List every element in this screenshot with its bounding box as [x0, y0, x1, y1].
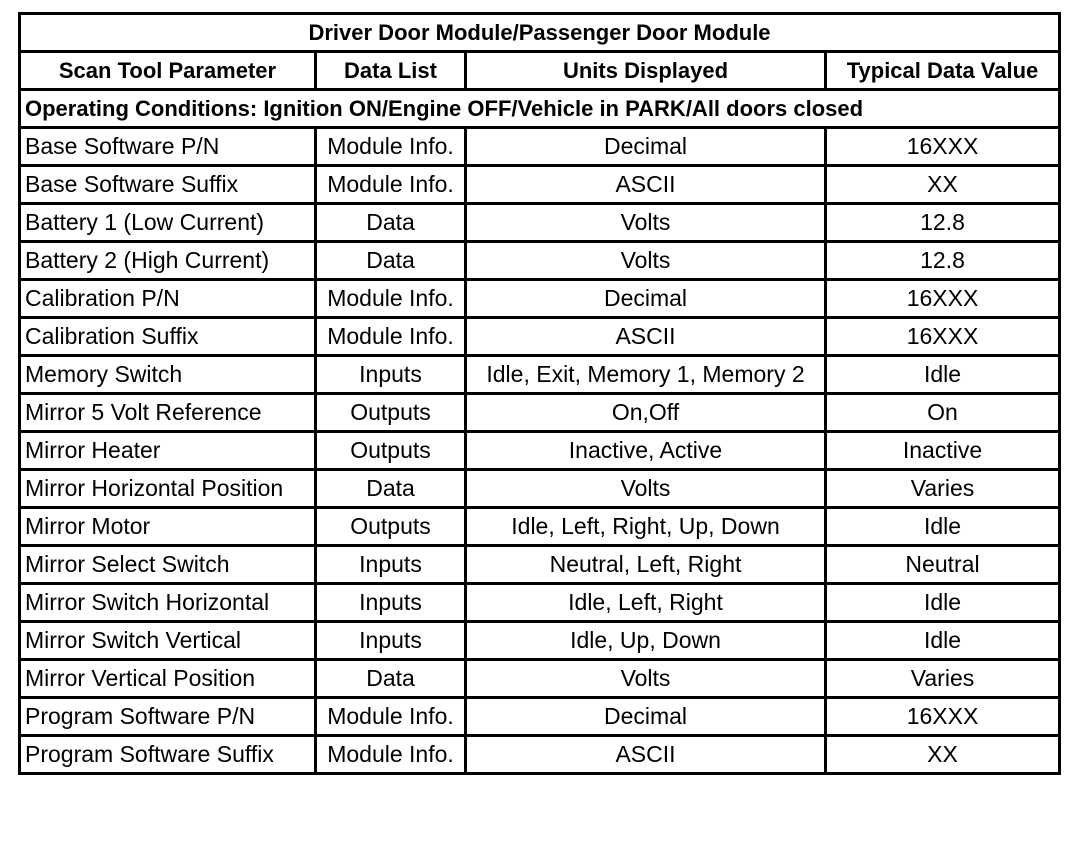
- table-body: [20, 128, 1060, 774]
- cell-parameter: Base Software P/N: [20, 128, 316, 166]
- cell-units: Decimal: [466, 280, 826, 318]
- cell-typical-value: Inactive: [826, 432, 1060, 470]
- table-title-row: [20, 14, 1060, 52]
- table-row: [20, 318, 1060, 356]
- cell-units: Volts: [466, 242, 826, 280]
- cell-data-list: Data: [316, 242, 466, 280]
- cell-parameter: Calibration Suffix: [20, 318, 316, 356]
- table-row: [20, 394, 1060, 432]
- table-row: [20, 508, 1060, 546]
- table-row: [20, 280, 1060, 318]
- cell-parameter: Battery 1 (Low Current): [20, 204, 316, 242]
- table-row: [20, 242, 1060, 280]
- table-row: [20, 356, 1060, 394]
- cell-units: Volts: [466, 470, 826, 508]
- cell-parameter: Calibration P/N: [20, 280, 316, 318]
- cell-typical-value: Idle: [826, 584, 1060, 622]
- cell-units: ASCII: [466, 736, 826, 774]
- cell-parameter: Mirror Heater: [20, 432, 316, 470]
- cell-units: Idle, Exit, Memory 1, Memory 2: [466, 356, 826, 394]
- table-row: [20, 432, 1060, 470]
- cell-parameter: Memory Switch: [20, 356, 316, 394]
- cell-data-list: Module Info.: [316, 318, 466, 356]
- cell-typical-value: XX: [826, 736, 1060, 774]
- column-header-units: Units Displayed: [466, 52, 826, 90]
- cell-data-list: Module Info.: [316, 698, 466, 736]
- table-title: Driver Door Module/Passenger Door Module: [20, 14, 1060, 52]
- cell-typical-value: On: [826, 394, 1060, 432]
- table-row: [20, 736, 1060, 774]
- cell-data-list: Inputs: [316, 546, 466, 584]
- table-row: [20, 128, 1060, 166]
- cell-typical-value: Neutral: [826, 546, 1060, 584]
- cell-data-list: Data: [316, 470, 466, 508]
- cell-data-list: Module Info.: [316, 166, 466, 204]
- cell-data-list: Data: [316, 660, 466, 698]
- column-header-typical-value: Typical Data Value: [826, 52, 1060, 90]
- cell-typical-value: 12.8: [826, 242, 1060, 280]
- cell-units: Volts: [466, 204, 826, 242]
- cell-data-list: Data: [316, 204, 466, 242]
- cell-units: Volts: [466, 660, 826, 698]
- cell-units: ASCII: [466, 166, 826, 204]
- cell-data-list: Module Info.: [316, 736, 466, 774]
- column-header-parameter: Scan Tool Parameter: [20, 52, 316, 90]
- table-row: [20, 470, 1060, 508]
- table-row: [20, 584, 1060, 622]
- cell-data-list: Module Info.: [316, 128, 466, 166]
- cell-parameter: Program Software P/N: [20, 698, 316, 736]
- cell-units: Idle, Up, Down: [466, 622, 826, 660]
- cell-typical-value: 16XXX: [826, 128, 1060, 166]
- cell-units: Idle, Left, Right: [466, 584, 826, 622]
- cell-typical-value: 16XXX: [826, 280, 1060, 318]
- cell-typical-value: 16XXX: [826, 318, 1060, 356]
- table-row: [20, 546, 1060, 584]
- cell-data-list: Inputs: [316, 622, 466, 660]
- cell-typical-value: 12.8: [826, 204, 1060, 242]
- cell-data-list: Outputs: [316, 508, 466, 546]
- cell-units: Inactive, Active: [466, 432, 826, 470]
- cell-parameter: Mirror Switch Horizontal: [20, 584, 316, 622]
- cell-units: Decimal: [466, 128, 826, 166]
- cell-units: Decimal: [466, 698, 826, 736]
- cell-data-list: Outputs: [316, 432, 466, 470]
- cell-units: Idle, Left, Right, Up, Down: [466, 508, 826, 546]
- table-header-row: [20, 52, 1060, 90]
- cell-parameter: Mirror Horizontal Position: [20, 470, 316, 508]
- cell-data-list: Module Info.: [316, 280, 466, 318]
- cell-typical-value: 16XXX: [826, 698, 1060, 736]
- table-row: [20, 166, 1060, 204]
- cell-typical-value: XX: [826, 166, 1060, 204]
- table-row: [20, 622, 1060, 660]
- cell-parameter: Base Software Suffix: [20, 166, 316, 204]
- cell-parameter: Mirror Vertical Position: [20, 660, 316, 698]
- table-row: [20, 698, 1060, 736]
- cell-parameter: Mirror Motor: [20, 508, 316, 546]
- operating-conditions: Operating Conditions: Ignition ON/Engine OFF/Vehicle in PARK/All doors closed: [20, 90, 1060, 128]
- column-header-data-list: Data List: [316, 52, 466, 90]
- cell-typical-value: Varies: [826, 470, 1060, 508]
- scan-tool-data-table-container: [18, 12, 1058, 775]
- operating-conditions-row: [20, 90, 1060, 128]
- cell-parameter: Mirror Switch Vertical: [20, 622, 316, 660]
- cell-typical-value: Idle: [826, 622, 1060, 660]
- cell-units: On,Off: [466, 394, 826, 432]
- cell-typical-value: Varies: [826, 660, 1060, 698]
- cell-data-list: Inputs: [316, 584, 466, 622]
- cell-data-list: Outputs: [316, 394, 466, 432]
- cell-data-list: Inputs: [316, 356, 466, 394]
- cell-typical-value: Idle: [826, 356, 1060, 394]
- cell-parameter: Battery 2 (High Current): [20, 242, 316, 280]
- scan-tool-data-table: [18, 12, 1061, 775]
- cell-parameter: Mirror Select Switch: [20, 546, 316, 584]
- cell-units: Neutral, Left, Right: [466, 546, 826, 584]
- cell-parameter: Mirror 5 Volt Reference: [20, 394, 316, 432]
- table-row: [20, 204, 1060, 242]
- cell-units: ASCII: [466, 318, 826, 356]
- cell-typical-value: Idle: [826, 508, 1060, 546]
- table-row: [20, 660, 1060, 698]
- cell-parameter: Program Software Suffix: [20, 736, 316, 774]
